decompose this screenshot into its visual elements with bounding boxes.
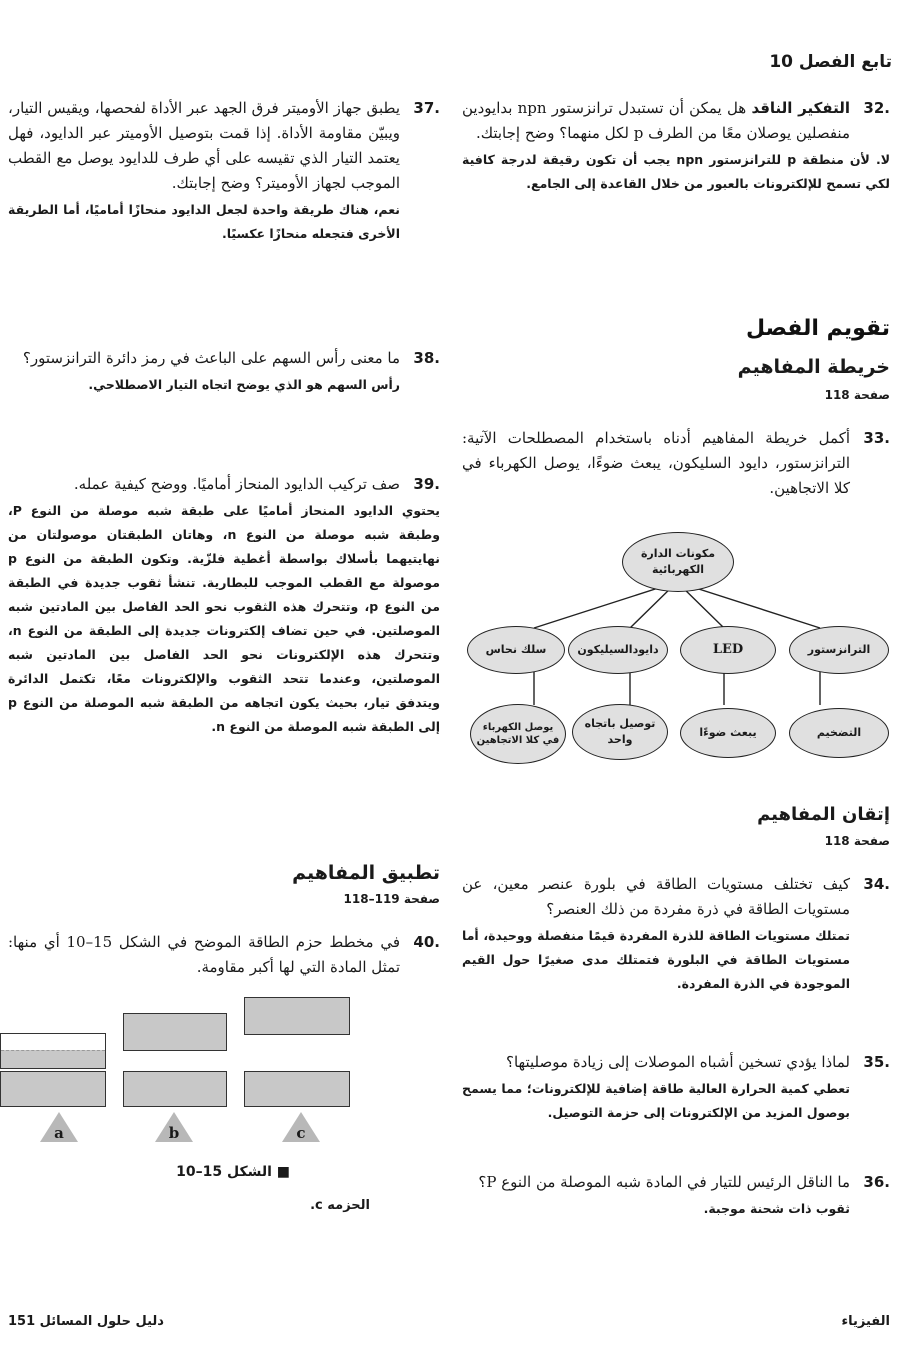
- answer-text: نعم، هناك طريقة واحدة لجعل الدايود منحازًا أماميًا، أما الطريقة الأخرى فتجعله منحازًا عكسيًا.: [8, 202, 400, 241]
- question-number: 33.: [863, 429, 890, 447]
- question-text: أكمل خريطة المفاهيم أدناه باستخدام المصطلحات الآتية: الترانزستور، دايود السليكون، يبعث ضوءًا، يوصل الكهرباء في كلا الاتجاهين.: [462, 429, 850, 497]
- band-b-top: [123, 1013, 227, 1051]
- page-ref: صفحة 119–118: [343, 892, 440, 906]
- chapter-header: تابع الفصل 10: [769, 52, 892, 72]
- question-32: [462, 96, 890, 196]
- band-a-fill: [1, 1050, 105, 1068]
- question-text: صف تركيب الدايود المنحاز أماميًا. ووضح كيفية عمله.: [73, 475, 400, 493]
- question-40: [8, 930, 440, 980]
- question-number: 34.: [863, 875, 890, 893]
- answer-text: يحتوي الدايود المنحاز أماميًا على طبقة شبه موصلة من النوع P، وطبقة شبه موصلة من النوع n، وهاتان الطبقتان موصولتان من نهايتيهما بأسلاك بواسطة أغطية فلزّية. وتكون الطبقة من النوع p موصولة مع القطب الموجب للبطارية. تنشأ ثقوب جديدة في الطبقة من النوع p، وتتحرك هذه الثقوب نحو الحد الفاصل بين المادتين شبه الموصلتين. في حين تضاف إلكترونات جديدة إلى الطبقة من النوع n، وتتحرك هذه الإلكترونات نحو الحد الفاصل بين المادتين شبه الموصلتين، وعندما تتحد الثقوب والإلكترونات معًا، تكتمل الدائرة ويتدفق تيار، بحيث يكون اتجاهه من الطبقة شبه الموصلة من النوع p إلى الطبقة شبه الموصلة من النوع n.: [8, 503, 440, 734]
- question-body: هل يمكن أن تستبدل ترانزستور npn بدايودين منفصلين يوصلان معًا من الطرف p لكل منهما؟ وضح إجابتك.: [462, 99, 850, 142]
- concept-emits-light: يبعث ضوءًا: [680, 708, 776, 758]
- figure-caption: ■ الشكل 15–10: [176, 1164, 290, 1180]
- answer-text: تمتلك مستويات الطاقة للذرة المفردة قيمًا منفصلة ووحيدة، أما مستويات الطاقة في البلورة فتمتلك مدى صغيرًا حول القيم الموجودة في الذرة المفردة.: [462, 928, 850, 991]
- question-text: في مخطط حزم الطاقة الموضح في الشكل 15–10 أي منها: تمثل المادة التي لها أكبر مقاومة.: [8, 933, 401, 976]
- question-number: 40.: [413, 933, 440, 951]
- footer-right: الفيزياء: [841, 1314, 890, 1329]
- question-35: [462, 1050, 890, 1125]
- question-text: كيف تختلف مستويات الطاقة في بلورة عنصر معين، عن مستويات الطاقة في ذرة مفردة من ذلك العنصر؟: [462, 875, 850, 918]
- question-33: [462, 426, 890, 501]
- question-number: 39.: [413, 475, 440, 493]
- question-text: ما الناقل الرئيس للتيار في المادة شبه الموصلة من النوع P؟: [478, 1173, 850, 1191]
- question-number: 36.: [863, 1173, 890, 1191]
- question-text: يطبق جهاز الأوميتر فرق الجهد عبر الأداة لفحصها، ويقيس التيار، ويبيّن مقاومة الأداة. إذا قمت بتوصيل الأوميتر عبر الدايود، فهل يعتمد التيار الذي تقيسه على أي طرف للدايود يوصل مع القطب الموجب لجهاز الأوميتر؟ وضح إجابتك.: [8, 99, 400, 192]
- section-title-concept-map: خريطة المفاهيم: [737, 356, 890, 378]
- question-number: 35.: [863, 1053, 890, 1071]
- question-37: [8, 96, 440, 246]
- concept-led: LED: [680, 626, 776, 674]
- page-ref: صفحة 118: [824, 388, 890, 402]
- question-38: [8, 346, 440, 397]
- concept-one-way: توصيل باتجاه واحد: [572, 704, 668, 760]
- answer-text: تعطي كمية الحرارة العالية طاقة إضافية للإلكترونات؛ مما يسمح بوصول المزيد من الإلكترونات إلى حزمة التوصيل.: [462, 1081, 850, 1120]
- section-title-apply: تطبيق المفاهيم: [292, 862, 440, 884]
- answer-text: رأس السهم هو الذي يوضح اتجاه التيار الاصطلاحي.: [88, 377, 400, 392]
- question-lead: التفكير الناقد: [751, 99, 850, 117]
- question-text: ما معنى رأس السهم على الباعث في رمز دائرة الترانزستور؟: [22, 349, 400, 367]
- section-title-assessment: تقويم الفصل: [745, 316, 890, 341]
- question-number: 38.: [413, 349, 440, 367]
- concept-copper-wire: سلك نحاس: [467, 626, 565, 674]
- page-ref: صفحة 118: [824, 834, 890, 848]
- concept-both-ways: يوصل الكهرباء في كلا الاتجاهين: [470, 704, 566, 764]
- band-c-top: [244, 997, 350, 1035]
- question-36: [462, 1170, 890, 1221]
- concept-silicon-diode: دايودالسيليكون: [568, 626, 668, 674]
- band-label: b: [168, 1124, 180, 1142]
- band-a-bottom: [0, 1071, 106, 1107]
- band-label: c: [296, 1124, 306, 1142]
- question-number: 37.: [413, 99, 440, 117]
- band-c-bottom: [244, 1071, 350, 1107]
- question-text: [462, 96, 850, 146]
- section-title-mastery: إتقان المفاهيم: [757, 804, 890, 825]
- concept-root: مكونات الدارة الكهربائية: [622, 532, 734, 592]
- concept-amplification: التضخيم: [789, 708, 889, 758]
- concept-transistor: الترانزستور: [789, 626, 889, 674]
- question-number: 32.: [863, 99, 890, 117]
- question-text: لماذا يؤدي تسخين أشباه الموصلات إلى زيادة موصليتها؟: [506, 1053, 850, 1071]
- answer-text: ثقوب ذات شحنة موجبة.: [703, 1201, 850, 1216]
- band-b-bottom: [123, 1071, 227, 1107]
- question-39: [8, 472, 440, 739]
- footer-left: دليل حلول المسائل 151: [8, 1314, 164, 1329]
- question-34: [462, 872, 890, 996]
- band-label: a: [54, 1124, 64, 1142]
- answer-text: الحزمه c.: [310, 1198, 370, 1213]
- answer-text: لا. لأن منطقة p للترانزستور npn يجب أن تكون رقيقة لدرجة كافية لكي تسمح للإلكترونات بالعبور من خلال القاعدة إلى الجامع.: [462, 152, 891, 191]
